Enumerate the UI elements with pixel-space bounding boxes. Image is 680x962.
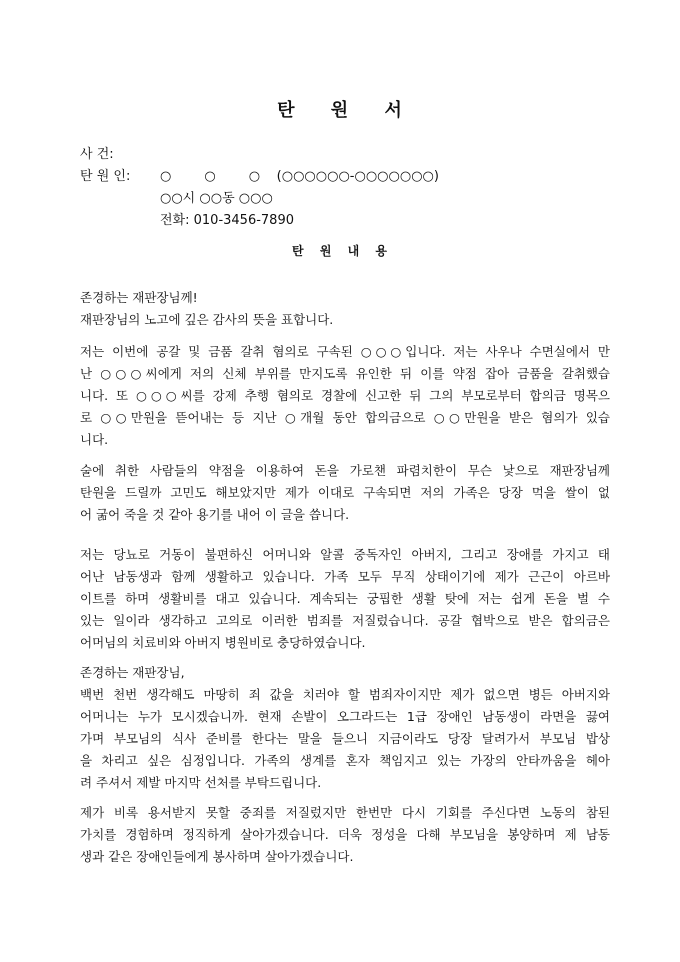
paragraph-line: 가치를 경험하며 정직하게 살아가겠습니다. 더욱 정성을 다해 부모님을 봉양하며 제 남동 xyxy=(80,827,610,842)
paragraph-5 xyxy=(80,802,610,868)
paragraph-line: 어머님의 치료비와 아버지 병원비로 충당하였습니다. xyxy=(80,635,366,650)
paragraph-line: 이트를 하며 생활비를 대고 있습니다. 계속되는 궁핍한 생활 탓에 저는 쉽게 돈을 벌 수 xyxy=(80,591,610,606)
paragraph-4 xyxy=(80,662,610,794)
paragraph-line: 술에 취한 사람들의 약점을 이용하여 돈을 가로챈 파렴치한이 무슨 낯으로 재판장님께 xyxy=(80,463,610,478)
petitioner-address: ○○시 ○○동 ○○○ xyxy=(160,191,273,206)
paragraph-line: 어머니는 누가 모시겠습니까. 현재 손발이 오그라드는 1급 장애인 남동생이 라면을 끓여 xyxy=(80,709,610,724)
petitioner-label: 탄 원 인: xyxy=(80,169,131,184)
address-row xyxy=(80,188,439,210)
paragraph-line: 을 차리고 싶은 심정입니다. 가족의 생계를 혼자 책임지고 있는 가장의 안타까움을 헤아 xyxy=(80,753,610,768)
paragraph-3 xyxy=(80,544,610,654)
document-title: 탄 원 서 xyxy=(277,100,403,121)
petitioner-name: ○ ○ ○ (○○○○○○-○○○○○○○) xyxy=(160,169,439,184)
paragraph-line: 백번 천번 생각해도 마땅히 죄 값을 치러야 할 범죄자이지만 제가 없으면 병든 아버지와 xyxy=(80,687,610,702)
paragraph-line: 저는 이번에 공갈 및 금품 갈취 혐의로 구속된 ○○○입니다. 저는 사우나 수면실에서 만 xyxy=(80,344,610,359)
paragraph-line: 가며 부모님의 식사 준비를 한다는 말을 들으니 지금이라도 당장 달려가서 부모님 밥상 xyxy=(80,731,610,746)
paragraph-line: 니다. xyxy=(80,432,109,447)
paragraph-line: 로 ○○만원을 뜯어내는 등 지난 ○개월 동안 합의금으로 ○○만원을 받은 혐의가 있습 xyxy=(80,410,610,425)
case-row xyxy=(80,144,439,166)
petitioner-phone: 전화: 010-3456-7890 xyxy=(160,213,294,228)
paragraph-line: 니다. 또 ○○○씨를 강제 추행 혐의로 경찰에 신고한 뒤 그의 부모로부터 합의금 명목으 xyxy=(80,388,610,403)
paragraph-line: 있는 일이라 생각하고 고의로 이러한 범죄를 저질렀습니다. 공갈 협박으로 받은 합의금은 xyxy=(80,613,610,628)
paragraph-1 xyxy=(80,341,610,451)
paragraph-line: 려 주셔서 제발 마지막 선처를 부탁드립니다. xyxy=(80,775,322,790)
paragraph-line: 어 굶어 죽을 것 같아 용기를 내어 이 글을 씁니다. xyxy=(80,507,350,522)
petitioner-row xyxy=(80,166,439,188)
greeting-paragraph xyxy=(80,287,610,331)
petitioner-info xyxy=(80,144,439,232)
paragraph-line: 저는 당뇨로 거동이 불편하신 어머니와 알콜 중독자인 아버지, 그리고 장애를 가지고 태 xyxy=(80,547,610,562)
paragraph-line: 난 ○○○씨에게 저의 신체 부위를 만지도록 유인한 뒤 이를 약점 잡아 금품을 갈취했습 xyxy=(80,366,610,381)
paragraph-line: 존경하는 재판장님, xyxy=(80,665,185,680)
paragraph-line: 생과 같은 장애인들에게 봉사하며 살아가겠습니다. xyxy=(80,849,354,864)
case-label: 사 건: xyxy=(80,147,114,162)
section-title: 탄 원 내 용 xyxy=(292,244,388,258)
paragraph-line: 존경하는 재판장님께! xyxy=(80,290,198,305)
paragraph-2 xyxy=(80,460,610,526)
paragraph-line: 탄원을 드릴까 고민도 해보았지만 제가 이대로 구속되면 저의 가족은 당장 먹을 쌀이 없 xyxy=(80,485,610,500)
paragraph-line: 재판장님의 노고에 깊은 감사의 뜻을 표합니다. xyxy=(80,312,334,327)
phone-row xyxy=(80,210,439,232)
paragraph-line: 제가 비록 용서받지 못할 중죄를 저질렀지만 한번만 다시 기회를 주신다면 노동의 참된 xyxy=(80,805,610,820)
paragraph-line: 어난 남동생과 함께 생활하고 있습니다. 가족 모두 무직 상태이기에 제가 근근이 아르바 xyxy=(80,569,610,584)
